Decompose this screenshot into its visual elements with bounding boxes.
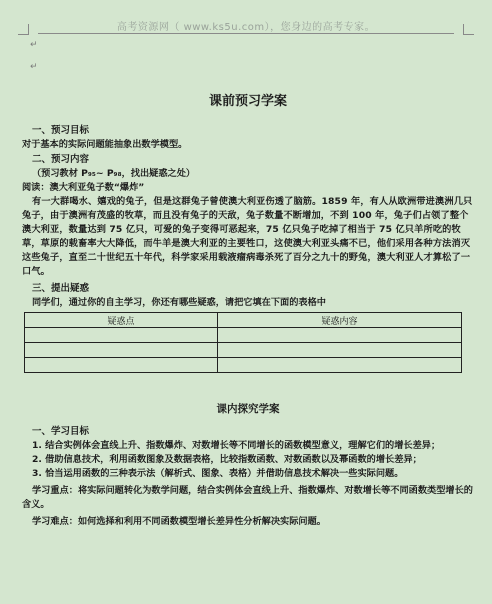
inclass-title: 课内探究学案 [216, 403, 280, 415]
difficulty-text: 如何选择和利用不同函数模型增长差异性分析解决实际问题。 [77, 516, 326, 527]
table-header-cell: 疑惑点 [25, 313, 218, 328]
table-cell[interactable] [25, 358, 218, 373]
section-heading: 一、学习目标 [32, 426, 90, 437]
goal-item: 3. 恰当运用函数的三种表示法（解析式、图象、表格）并借助信息技术解决一些实际问题。 [32, 468, 404, 479]
table-row[interactable] [25, 328, 462, 343]
table-row[interactable] [25, 343, 462, 358]
section-heading: 一、预习目标 [32, 125, 90, 136]
table-header-cell: 疑惑内容 [217, 313, 461, 328]
table-cell[interactable] [217, 328, 461, 343]
reading-body: 有一大群喝水、嬉戏的兔子，但是这群兔子曾使澳大利亚伤透了脑筋。1859 年，有人从欧洲带进澳洲几只兔子，由于澳洲有茂盛的牧草，而且没有兔子的天敌，兔子数量不断增加，不到 100 年，兔子们占领了整个澳大利亚，数量达到 75 亿只，可爱的兔子变得可恶起来，75 亿只兔子吃掉了相当于 75 亿只羊所吃的牧草，草原的载畜率大大降低，而牛羊是澳大利亚的主要牲口，这使澳大利亚头痛不已，他们采用各种方法消灭这些兔子，直至二十世纪五十年代，科学家采用载液瘤病毒杀死了百分之九十的野兔，澳大利亚人才算松了一口气。 [22, 196, 473, 277]
goal-item: 1. 结合实例体会直线上升、指数爆炸、对数增长等不同增长的函数模型意义，理解它们的增长差异； [32, 440, 441, 451]
section-text: 同学们，通过你的自主学习，你还有哪些疑惑，请把它填在下面的表格中 [32, 297, 326, 308]
goal-item: 2. 借助信息技术，利用函数图象及数据表格，比较指数函数、对数函数以及幂函数的增长差异； [32, 454, 422, 465]
table-header-row [25, 313, 462, 328]
key-point-label: 学习重点： [32, 485, 78, 496]
page-header: 高考资源网（ www.ks5u.com），您身边的高考专家。 [116, 22, 376, 33]
section-subtext: （预习教材 P₉₅~ P₉₈，找出疑惑之处） [32, 168, 196, 179]
header-rule [38, 33, 454, 34]
key-point-text: 将实际问题转化为数学问题，结合实例体会直线上升、指数爆炸、对数增长等不同函数类型增长的含义。 [22, 485, 473, 510]
table-row[interactable] [25, 358, 462, 373]
preview-title: 课前预习学案 [208, 94, 287, 109]
table-cell[interactable] [25, 343, 218, 358]
difficulty-point [22, 515, 474, 529]
difficulty-label: 学习难点： [32, 516, 78, 527]
section-text: 对于基本的实际问题能抽象出数学模型。 [22, 139, 188, 150]
paragraph-mark: ↵ [30, 40, 38, 50]
table-cell[interactable] [25, 328, 218, 343]
reading-title: 阅读：澳大利亚兔子数“爆炸” [22, 182, 145, 193]
table-cell[interactable] [217, 358, 461, 373]
section-heading: 三、提出疑惑 [32, 283, 90, 294]
document-body[interactable] [22, 64, 474, 529]
paragraph-mark: ↵ [30, 62, 38, 72]
section-heading: 二、预习内容 [32, 154, 90, 165]
questions-table [24, 312, 462, 373]
table-cell[interactable] [217, 343, 461, 358]
key-point [22, 484, 474, 512]
